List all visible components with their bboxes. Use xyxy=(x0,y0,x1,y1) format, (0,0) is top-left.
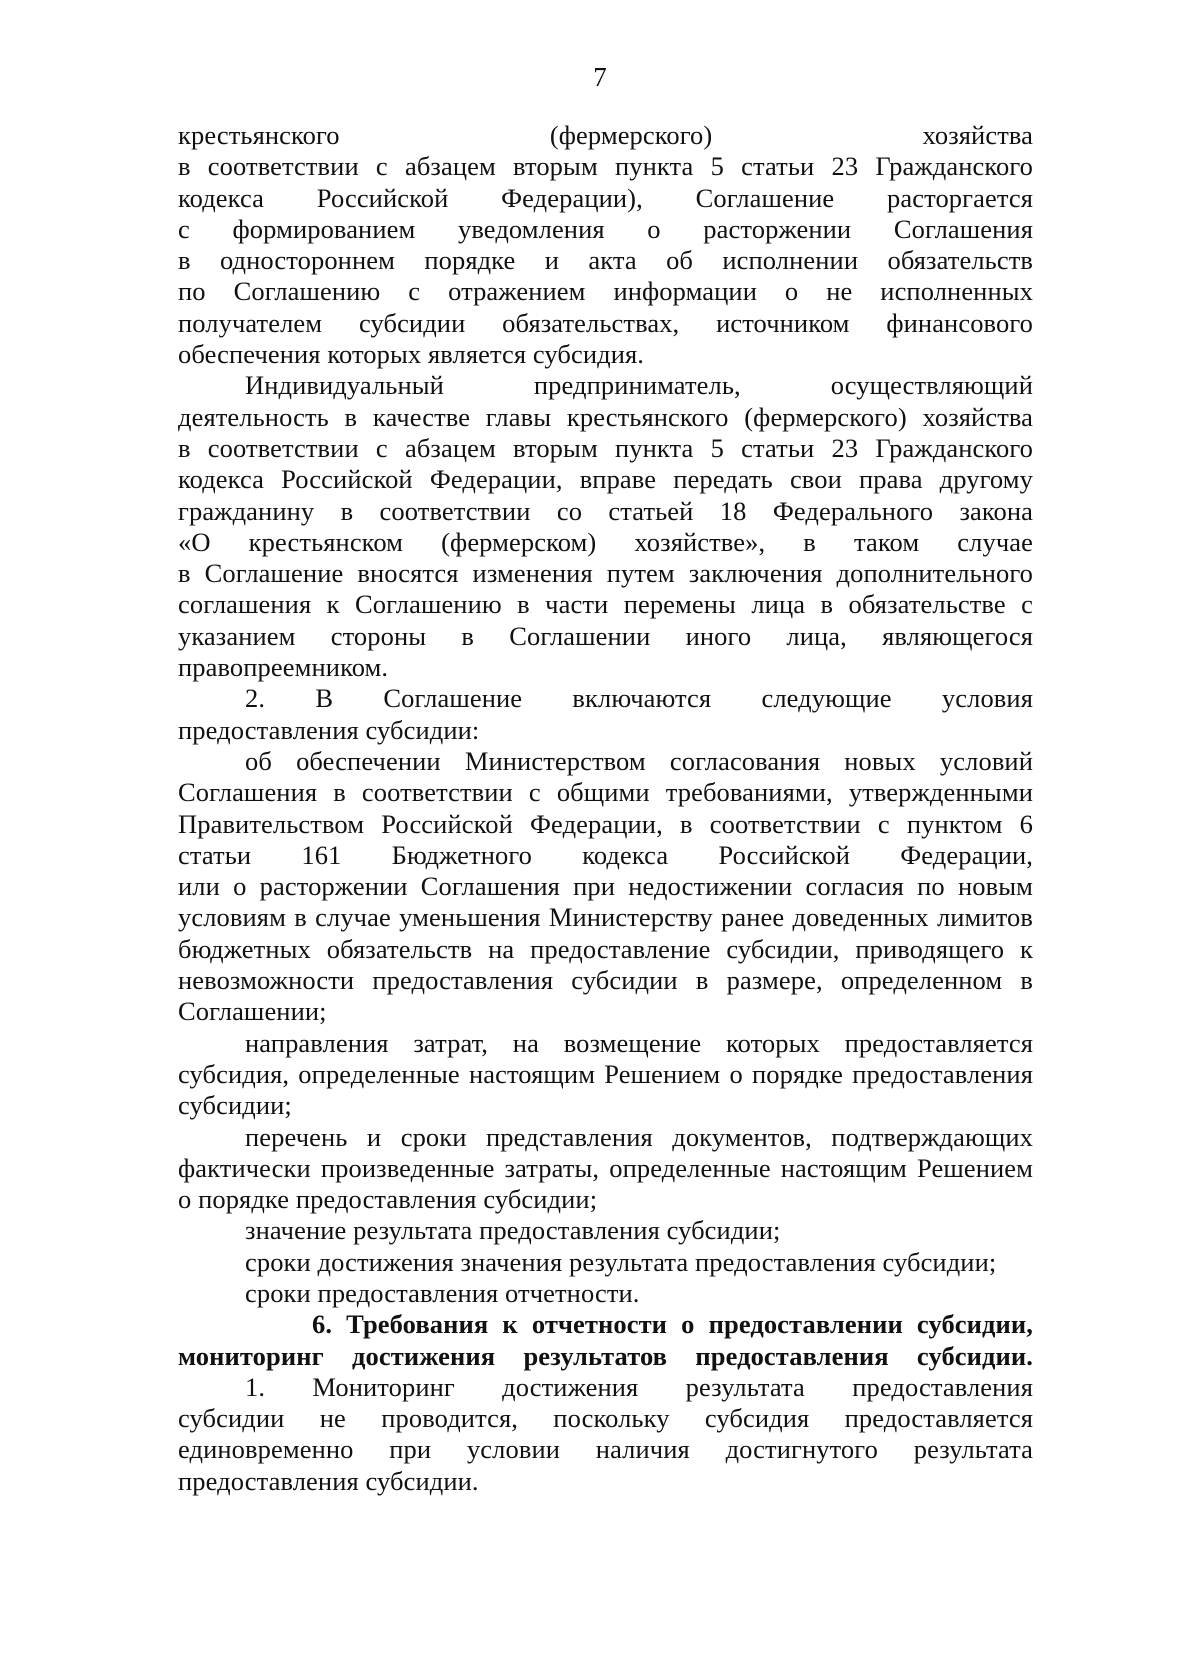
text-line: статьи 161 Бюджетного кодекса Российской Федерации, xyxy=(178,839,1033,870)
text-line: в соответствии с абзацем вторым пункта 5 статьи 23 Гражданского xyxy=(178,151,1033,182)
paragraph-continuation xyxy=(178,120,1033,370)
text-line: гражданину в соответствии со статьей 18 Федерального закона xyxy=(178,495,1033,526)
text-line: направления затрат, на возмещение которых предоставляется xyxy=(245,1027,1033,1058)
text-line: «О крестьянском (фермерском) хозяйстве», в таком случае xyxy=(178,526,1033,557)
text-line: перечень и сроки представления документов, подтверждающих xyxy=(245,1121,1033,1152)
text-line: бюджетных обязательств на предоставление субсидии, приводящего к xyxy=(178,933,1033,964)
paragraph-reporting-deadlines xyxy=(178,1278,1033,1309)
text-line: деятельность в качестве главы крестьянского (фермерского) хозяйства xyxy=(178,401,1033,432)
section-heading xyxy=(178,1309,1033,1372)
text-line: Соглашении; xyxy=(178,996,327,1027)
page-number: 7 xyxy=(593,62,607,92)
heading-line: 6. Требования к отчетности о предоставлении субсидии, xyxy=(312,1309,1033,1340)
heading-line: мониторинг достижения результатов предоставления субсидии. xyxy=(178,1340,1033,1371)
text-line: о порядке предоставления субсидии; xyxy=(178,1184,598,1215)
text-line: Правительством Российской Федерации, в соответствии с пунктом 6 xyxy=(178,808,1033,839)
text-line: Соглашения в соответствии с общими требованиями, утвержденными xyxy=(178,777,1033,808)
paragraph-ministry-approval xyxy=(178,746,1033,1028)
text-line: 2. В Соглашение включаются следующие условия xyxy=(245,683,1033,714)
text-line: или о расторжении Соглашения при недостижении согласия по новым xyxy=(178,871,1033,902)
text-line: крестьянского (фермерского) хозяйства xyxy=(178,120,1033,150)
text-line: правопреемником. xyxy=(178,652,389,683)
text-line: значение результата предоставления субсидии; xyxy=(245,1215,781,1246)
text-line: Индивидуальный предприниматель, осуществляющий xyxy=(245,370,1033,401)
text-line: предоставления субсидии. xyxy=(178,1465,479,1496)
text-line: сроки предоставления отчетности. xyxy=(245,1277,640,1308)
paragraph-agreement-conditions xyxy=(178,683,1033,746)
paragraph-monitoring xyxy=(178,1372,1033,1497)
text-line: кодекса Российской Федерации, вправе передать свои права другому xyxy=(178,464,1033,495)
paragraph-cost-directions xyxy=(178,1028,1033,1122)
text-line: субсидии не проводится, поскольку субсидия предоставляется xyxy=(178,1403,1033,1434)
text-line: соглашения к Соглашению в части перемены лица в обязательстве с xyxy=(178,589,1033,620)
text-line: 1. Мониторинг достижения результата предоставления xyxy=(245,1371,1033,1402)
text-line: предоставления субсидии: xyxy=(178,714,480,745)
document-body xyxy=(178,120,1033,1497)
text-line: сроки достижения значения результата предоставления субсидии; xyxy=(245,1246,997,1277)
text-line: фактически произведенные затраты, определенные настоящим Решением xyxy=(178,1152,1033,1183)
text-line: в Соглашение вносятся изменения путем заключения дополнительного xyxy=(178,558,1033,589)
text-line: обеспечения которых является субсидия. xyxy=(178,339,644,370)
paragraph-document-list xyxy=(178,1122,1033,1216)
text-line: по Соглашению с отражением информации о не исполненных xyxy=(178,276,1033,307)
paragraph-achievement-deadlines xyxy=(178,1247,1033,1278)
text-line: субсидия, определенные настоящим Решением о порядке предоставления xyxy=(178,1058,1033,1089)
text-line: в одностороннем порядке и акта об исполнении обязательств xyxy=(178,245,1033,276)
paragraph-result-value xyxy=(178,1215,1033,1246)
text-line: невозможности предоставления субсидии в размере, определенном в xyxy=(178,965,1033,996)
text-line: кодекса Российской Федерации), Соглашение расторгается xyxy=(178,182,1033,213)
paragraph-individual-entrepreneur xyxy=(178,370,1033,683)
text-line: субсидии; xyxy=(178,1090,292,1121)
text-line: условиям в случае уменьшения Министерству ранее доведенных лимитов xyxy=(178,902,1033,933)
text-line: указанием стороны в Соглашении иного лица, являющегося xyxy=(178,620,1033,651)
text-line: получателем субсидии обязательствах, источником финансового xyxy=(178,307,1033,338)
text-line: с формированием уведомления о расторжении Соглашения xyxy=(178,213,1033,244)
text-line: единовременно при условии наличия достигнутого результата xyxy=(178,1434,1033,1465)
text-line: об обеспечении Министерством согласования новых условий xyxy=(245,745,1033,776)
text-line: в соответствии с абзацем вторым пункта 5 статьи 23 Гражданского xyxy=(178,432,1033,463)
